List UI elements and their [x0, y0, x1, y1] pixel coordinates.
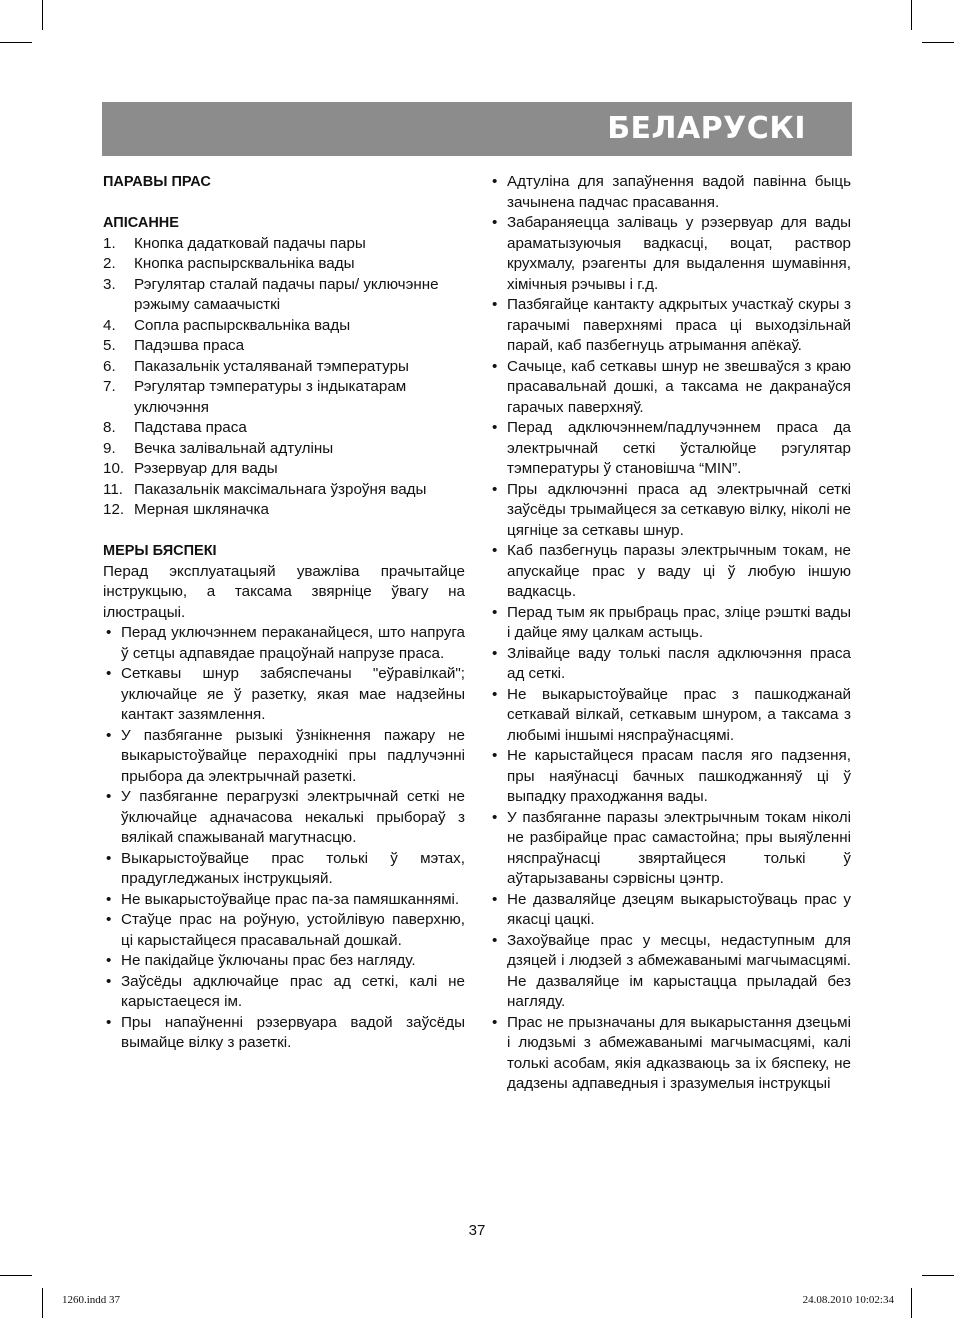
item-text: Сопла распырсквальніка вады — [134, 316, 351, 334]
product-heading: ПАРАВЫ ПРАС — [103, 174, 211, 190]
print-timestamp: 24.08.2010 10:02:34 — [802, 1294, 894, 1306]
item-text: Перад тым як прыбраць прас, зліце рэшткі вады і дайце яму цалкам астыць. — [507, 603, 851, 641]
bullet-icon: • — [106, 788, 112, 805]
bullet-icon: • — [492, 890, 498, 908]
bullet-icon: • — [492, 644, 498, 662]
item-text: У пазбяганне перагрузкі электрычнай сеткі не ўключайце адначасова некалькі прыбораў з вялікай спажыванай магутнасцю. — [121, 788, 465, 846]
bullet-icon: • — [106, 911, 112, 928]
list-item — [103, 234, 465, 255]
list-item — [103, 972, 465, 1013]
item-text: Паказальнік максімальнага ўзроўня вады — [134, 480, 427, 498]
item-text: Мерная шкляначка — [134, 501, 269, 518]
list-item — [103, 316, 465, 337]
item-text: Не дазваляйце дзецям выкарыстоўваць прас у якасці цацкі. — [507, 890, 851, 928]
list-item — [103, 849, 465, 890]
list-item — [103, 500, 465, 521]
list-item — [103, 418, 465, 439]
bullet-icon: • — [492, 296, 498, 313]
item-text: Падстава праса — [134, 419, 247, 436]
bullet-icon: • — [106, 1013, 112, 1031]
list-item — [103, 357, 465, 378]
crop-mark — [42, 0, 43, 30]
item-text: Перад уключэннем пераканайцеся, што напруга ў сетцы адпавядае працоўнай напрузе праса. — [121, 624, 465, 662]
safety-intro: Перад эксплуатацыяй уважліва прачытайце інструкцыю, а таксама звярніце ўвагу на ілюстрацыі. — [103, 562, 465, 621]
list-item — [103, 254, 465, 275]
bullet-icon: • — [492, 480, 498, 498]
item-text: Кнопка распырсквальніка вады — [134, 255, 355, 272]
item-text: Падэшва праса — [134, 337, 245, 354]
item-number: 10. — [103, 460, 125, 477]
list-item — [489, 295, 851, 357]
item-text: Сеткавы шнур забяспечаны "еўравілкай"; уключайце яе ў разетку, якая мае надзейны кантакт зазямлення. — [121, 665, 465, 723]
left-column — [103, 172, 465, 1054]
bullet-icon: • — [492, 808, 498, 826]
list-item — [103, 439, 465, 460]
right-column — [489, 172, 851, 1095]
list-item — [103, 910, 465, 951]
bullet-icon: • — [492, 603, 498, 621]
bullet-icon: • — [492, 214, 498, 231]
list-item — [489, 808, 851, 890]
list-item — [103, 623, 465, 664]
list-item — [489, 1013, 851, 1095]
safety-list — [103, 623, 465, 1054]
list-item — [489, 890, 851, 931]
bullet-icon: • — [106, 952, 112, 969]
list-item — [103, 787, 465, 849]
item-number: 4. — [103, 316, 116, 334]
item-number: 12. — [103, 501, 125, 518]
item-text: Стаўце прас на роўную, устойлівую паверхню, ці карыстайцеся прасавальнай дошкай. — [121, 911, 465, 949]
bullet-icon: • — [492, 542, 498, 559]
list-item — [489, 418, 851, 480]
crop-mark — [911, 1288, 912, 1318]
list-item — [103, 1013, 465, 1054]
crop-mark — [0, 42, 32, 43]
item-text: Рэгулятар тэмпературы з індыкатарам уключэння — [134, 378, 407, 416]
list-item — [103, 275, 465, 316]
item-number: 6. — [103, 357, 116, 375]
bullet-icon: • — [492, 931, 498, 949]
item-number: 3. — [103, 275, 116, 293]
item-text: Адтуліна для запаўнення вадой павінна быць зачынена падчас прасавання. — [507, 173, 851, 211]
list-item — [489, 603, 851, 644]
item-text: Пазбягайце кантакту адкрытых участкаў скуры з гарачымі паверхнямі праса ці выходзільнай парай, каб пазбегнуць атрымання апёкаў. — [507, 296, 851, 354]
item-text: Каб пазбегнуць паразы электрычным токам, не апускайце прас у ваду ці ў любую іншую вадкасць. — [507, 542, 851, 600]
list-item — [489, 931, 851, 1013]
list-item — [103, 480, 465, 501]
item-text: Прас не прызначаны для выкарыстання дзецьмі і людзьмі з абмежаванымі магчымасцямі, калі толькі асобам, якія адказваюць за іх бяспеку, не дадзены адпаведныя і зразумелыя інструкцыі — [507, 1013, 851, 1092]
bullet-icon: • — [106, 972, 112, 990]
item-text: Не выкарыстоўвайце прас па-за памяшканнямі. — [121, 890, 460, 908]
item-text: Не карыстайцеся прасам пасля яго падзення, пры наяўнасці бачных пашкоджанняў ці ў выпадку праходжання вады. — [507, 747, 851, 805]
item-text: Вечка залівальнай адтуліны — [134, 439, 334, 457]
item-text: Кнопка дадатковай падачы пары — [134, 234, 366, 252]
page-number: 37 — [468, 1222, 486, 1239]
item-text: Не пакідайце ўключаны прас без нагляду. — [121, 952, 416, 969]
bullet-icon: • — [106, 726, 112, 744]
item-number: 8. — [103, 419, 116, 436]
crop-mark — [922, 42, 954, 43]
language-title: БЕЛАРУСКІ — [607, 111, 806, 146]
item-text: Рэгулятар сталай падачы пары/ уключэнне рэжыму самаачысткі — [134, 275, 439, 313]
item-number: 5. — [103, 337, 116, 354]
bullet-icon: • — [106, 665, 112, 682]
crop-mark — [0, 1275, 32, 1276]
list-item — [489, 746, 851, 808]
item-text: Пры напаўненні рэзервуара вадой заўсёды вымайце вілку з разеткі. — [121, 1013, 465, 1051]
list-item — [103, 664, 465, 726]
bullet-icon: • — [492, 357, 498, 375]
list-item — [489, 480, 851, 542]
item-text: Злівайце ваду толькі пасля адключэння праса ад сеткі. — [507, 644, 851, 682]
safety-list-continued — [489, 172, 851, 1095]
list-item — [103, 890, 465, 911]
item-text: Рэзервуар для вады — [134, 460, 278, 477]
language-header-bar — [102, 102, 852, 156]
bullet-icon: • — [492, 419, 498, 436]
item-text: Не выкарыстоўвайце прас з пашкоджанай сеткавай вілкай, сеткавым шнуром, а таксама з любымі іншымі няспраўнасцямі. — [507, 685, 851, 744]
list-item — [103, 726, 465, 788]
bullet-icon: • — [492, 685, 498, 703]
item-text: Заўсёды адключайце прас ад сеткі, калі не карыстаецеся ім. — [121, 972, 465, 1010]
bullet-icon: • — [492, 747, 498, 764]
item-number: 9. — [103, 439, 116, 457]
list-item — [103, 377, 465, 418]
description-heading: АПІСАННЕ — [103, 215, 179, 231]
bullet-icon: • — [106, 890, 112, 908]
bullet-icon: • — [492, 173, 498, 190]
list-item — [103, 336, 465, 357]
item-text: Выкарыстоўвайце прас толькі ў мэтах, прадугледжаных інструкцыяй. — [121, 849, 465, 887]
item-text: Пры адключэнні праса ад электрычнай сеткі заўсёды трымайцеся за сеткавую вілку, ніколі не цягніце за сеткавы шнур. — [507, 480, 851, 539]
item-text: Паказальнік усталяванай тэмпературы — [134, 357, 409, 375]
crop-mark — [922, 1275, 954, 1276]
item-text: У пазбяганне паразы электрычным токам ніколі не разбірайце прас самастойна; пры выяўленні няспраўнасці звяртайцеся толькі ў аўтарызаваны сэрвісны цэнтр. — [507, 808, 851, 887]
bullet-icon: • — [492, 1013, 498, 1031]
item-number: 1. — [103, 234, 116, 252]
item-text: У пазбяганне рызыкі ўзнікнення пажару не выкарыстоўвайце пераходнікі пры падлучэнні прыбора да электрычнай разеткі. — [121, 726, 465, 785]
item-number: 7. — [103, 378, 116, 395]
list-item — [489, 541, 851, 603]
list-item — [489, 172, 851, 213]
description-list — [103, 234, 465, 521]
item-text: Захоўвайце прас у месцы, недаступным для дзяцей і людзей з абмежаванымі магчымасцямі. Не дазваляйце ім карыстацца прыладай без нагляду. — [507, 931, 851, 1010]
item-number: 2. — [103, 255, 116, 272]
list-item — [103, 951, 465, 972]
bullet-icon: • — [106, 624, 112, 641]
item-text: Сачыце, каб сеткавы шнур не звешваўся з краю прасавальнай дошкі, а таксама не дакранаўся гарачых паверхняў. — [507, 357, 851, 416]
list-item — [489, 644, 851, 685]
list-item — [489, 685, 851, 747]
list-item — [489, 357, 851, 419]
list-item — [489, 213, 851, 295]
item-number: 11. — [103, 480, 123, 498]
list-item — [103, 459, 465, 480]
file-info: 1260.indd 37 — [62, 1294, 121, 1306]
bullet-icon: • — [106, 849, 112, 867]
crop-mark — [911, 0, 912, 30]
item-text: Забараняецца заліваць у рэзервуар для вады араматызуючыя вадкасці, воцат, раствор крухмалу, рэагенты для выдалення шумавіння, хімічныя рэчывы і г.д. — [507, 214, 851, 293]
crop-mark — [42, 1288, 43, 1318]
safety-heading: МЕРЫ БЯСПЕКІ — [103, 543, 217, 559]
item-text: Перад адключэннем/падлучэннем праса да электрычнай сеткі ўсталюйце рэгулятар тэмпературы ў становішча “MIN”. — [507, 419, 851, 477]
